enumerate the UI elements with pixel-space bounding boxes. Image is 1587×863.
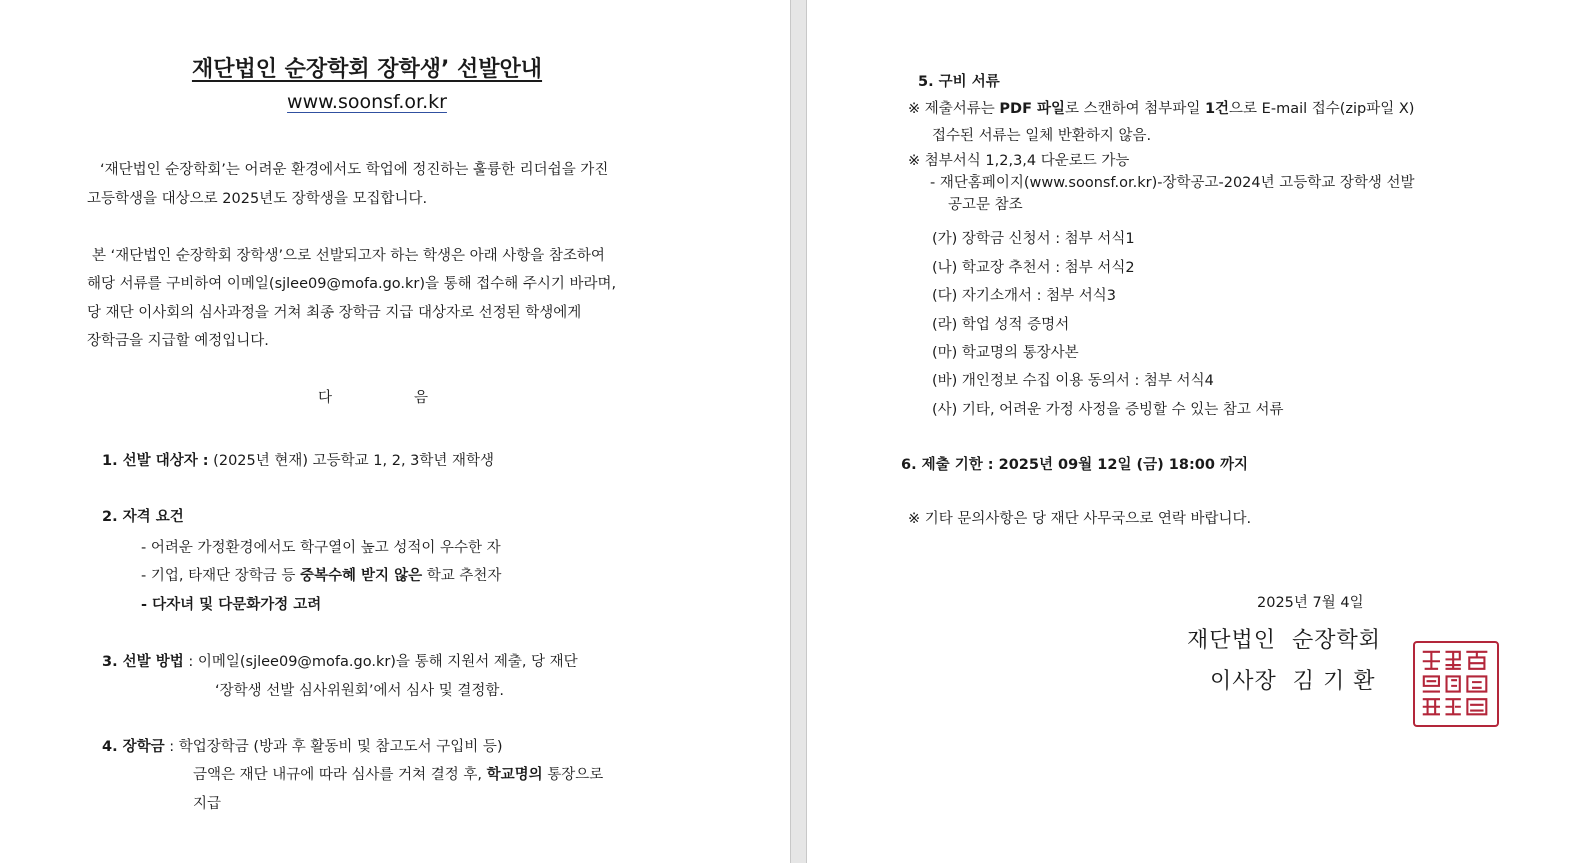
chairman-name: 이사장 김 기 환 — [1210, 669, 1376, 694]
section-4-line-3: 지급 — [193, 796, 222, 812]
note-2-sub-1: - 재단홈페이지(www.soonsf.or.kr)-장학공고-2024년 고등학교 장학생 선발 — [930, 175, 1415, 191]
intro-line-1: ‘재단법인 순장학회’는 어려운 환경에서도 학업에 정진하는 훌륭한 리더쉽을 가진 — [100, 162, 609, 178]
section-2-item-1: - 어려운 가정환경에서도 학구열이 높고 성적이 우수한 자 — [141, 540, 501, 556]
doc-item-7: (사) 기타, 어려운 가정 사정을 증빙할 수 있는 참고 서류 — [932, 402, 1284, 418]
note-2: ※ 첨부서식 1,2,3,4 다운로드 가능 — [908, 153, 1130, 169]
section-4-line-2-pre: 금액은 재단 내규에 따라 심사를 거쳐 결정 후, — [193, 767, 487, 783]
heading-eum: 음 — [414, 390, 429, 406]
page-gutter — [790, 0, 807, 863]
section-2-item-3: - 다자녀 및 다문화가정 고려 — [141, 597, 322, 613]
section-4-line-2-bold: 학교명의 — [486, 767, 543, 783]
note-1-post: 으로 E-mail 접수(zip파일 X) — [1229, 101, 1415, 117]
section-2-item-2-post: 학교 추천자 — [422, 568, 502, 584]
organization-name: 재단법인 순장학회 — [1187, 628, 1382, 653]
section-3-line-2: ‘장학생 선발 심사위원회’에서 심사 및 결정함. — [215, 683, 504, 699]
section-1 — [102, 451, 494, 471]
section-2-item-2 — [141, 566, 501, 586]
section-3-heading: 3. 선발 방법 — [102, 654, 184, 670]
body-line-4: 장학금을 지급할 예정입니다. — [87, 333, 269, 349]
section-4-line-1 — [102, 737, 503, 757]
section-6-deadline: 6. 제출 기한 : 2025년 09월 12일 (금) 18:00 까지 — [901, 457, 1249, 473]
section-5-heading: 5. 구비 서류 — [918, 74, 1000, 90]
doc-item-6: (바) 개인정보 수집 이용 동의서 : 첨부 서식4 — [932, 373, 1214, 389]
section-4-text: : 학업장학금 (방과 후 활동비 및 참고도서 구입비 등) — [164, 739, 503, 755]
seal-glyphs — [1420, 648, 1492, 720]
section-2-item-2-pre: - 기업, 타재단 장학금 등 — [141, 568, 300, 584]
doc-item-4: (라) 학업 성적 증명서 — [932, 317, 1070, 333]
note-1-line-2: 접수된 서류는 일체 반환하지 않음. — [932, 128, 1152, 144]
section-1-heading: 1. 선발 대상자 : — [102, 453, 209, 469]
body-line-3: 당 재단 이사회의 심사과정을 거쳐 최종 장학금 지급 대상자로 선정된 학생에게 — [87, 305, 582, 321]
website-url[interactable]: www.soonsf.or.kr — [287, 91, 447, 113]
note-1-bold-count: 1건 — [1204, 101, 1230, 117]
note-1-mid: 로 스캔하여 첨부파일 — [1065, 101, 1205, 117]
document-page-left — [0, 0, 790, 863]
official-seal-stamp — [1413, 641, 1499, 727]
note-1-line-1 — [908, 99, 1414, 119]
heading-da: 다 — [318, 390, 333, 406]
section-1-text: (2025년 현재) 고등학교 1, 2, 3학년 재학생 — [208, 453, 495, 469]
section-4-line-2 — [193, 765, 603, 785]
note-3: ※ 기타 문의사항은 당 재단 사무국으로 연락 바랍니다. — [908, 511, 1252, 527]
doc-item-5: (마) 학교명의 통장사본 — [932, 345, 1079, 361]
doc-item-3: (다) 자기소개서 : 첨부 서식3 — [932, 288, 1116, 304]
section-4-line-2-post: 통장으로 — [542, 767, 604, 783]
section-3-text: : 이메일(sjlee09@mofa.go.kr)을 통해 지원서 제출, 당 재단 — [183, 654, 578, 670]
doc-item-1: (가) 장학금 신청서 : 첨부 서식1 — [932, 231, 1135, 247]
issue-date: 2025년 7월 4일 — [1257, 595, 1364, 611]
intro-line-2: 고등학생을 대상으로 2025년도 장학생을 모집합니다. — [87, 191, 428, 207]
document-title: 재단법인 순장학회 장학생’ 선발안내 — [191, 57, 543, 82]
document-page-right — [807, 0, 1587, 863]
section-2-heading: 2. 자격 요건 — [102, 509, 184, 525]
section-3-line-1 — [102, 652, 578, 672]
doc-item-2: (나) 학교장 추천서 : 첨부 서식2 — [932, 260, 1135, 276]
note-2-sub-2: 공고문 참조 — [948, 197, 1023, 213]
body-line-1: 본 ‘재단법인 순장학회 장학생’으로 선발되고자 하는 학생은 아래 사항을 참조하여 — [92, 248, 605, 264]
body-line-2: 해당 서류를 구비하여 이메일(sjlee09@mofa.go.kr)을 통해 접수해 주시기 바라며, — [87, 276, 617, 292]
note-1-bold-pdf: PDF 파일 — [999, 101, 1066, 117]
section-2-item-2-bold: 중복수혜 받지 않은 — [299, 568, 423, 584]
section-4-heading: 4. 장학금 — [102, 739, 165, 755]
note-1-pre: ※ 제출서류는 — [908, 101, 1000, 117]
